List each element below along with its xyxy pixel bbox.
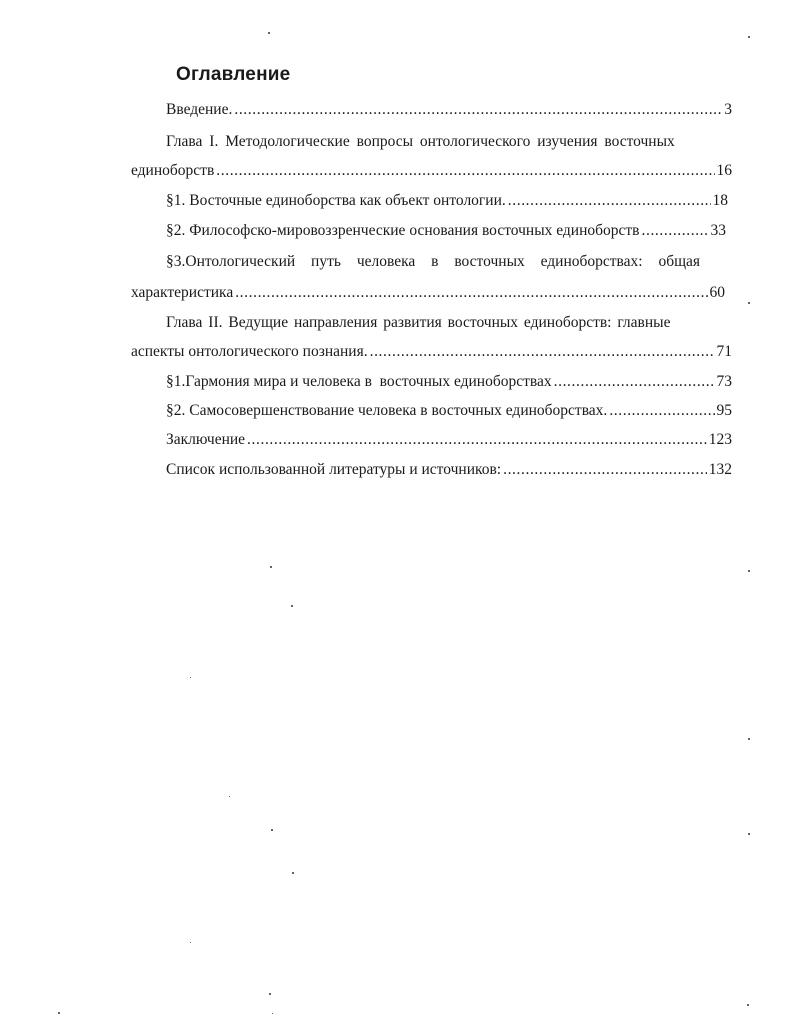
scan-speck — [190, 942, 191, 943]
toc-entry-text: Введение. — [166, 101, 233, 118]
toc-entry-text: единоборств — [131, 162, 215, 179]
toc-entry-section-2-1[interactable] — [166, 372, 732, 392]
page-title: Оглавление — [176, 64, 291, 85]
scan-speck — [747, 1004, 749, 1006]
toc-entry-chapter-1-line2[interactable] — [131, 161, 732, 181]
toc-page-number: 33 — [710, 222, 726, 239]
toc-page-number: 18 — [712, 192, 728, 209]
toc-entry-text: Глава II. Ведущие направления развития восточных единоборств: главные — [166, 314, 671, 331]
toc-entry-text: характеристика — [131, 284, 234, 301]
scan-speck — [190, 677, 191, 678]
toc-entry-section-1-1[interactable] — [166, 191, 728, 211]
toc-entry-text: §1. Восточные единоборства как объект онтологии. — [166, 192, 506, 209]
scan-speck — [748, 36, 750, 38]
toc-entry-introduction[interactable] — [166, 100, 732, 120]
toc-page-number: 3 — [724, 101, 732, 118]
scan-speck — [270, 566, 272, 568]
toc-entry-bibliography[interactable] — [166, 460, 732, 480]
dot-leader — [370, 342, 715, 362]
dot-leader — [216, 161, 714, 181]
scan-speck — [748, 570, 750, 572]
toc-entry-text: §1.Гармония мира и человека в восточных единоборствах — [166, 373, 552, 390]
toc-entry-text: Заключение — [166, 431, 246, 448]
dot-leader — [247, 430, 707, 450]
toc-entry-chapter-2-line2[interactable] — [131, 342, 732, 362]
dot-leader — [642, 221, 709, 241]
toc-entry-text: §2. Философско-мировоззренческие основания восточных единоборств — [166, 222, 640, 239]
toc-page-number: 16 — [716, 162, 732, 179]
scan-speck — [269, 993, 271, 995]
toc-page-number: 132 — [708, 461, 732, 478]
scan-speck — [271, 829, 273, 831]
toc-entry-section-1-3-line2[interactable] — [131, 283, 725, 303]
toc-entry-section-2-2[interactable] — [166, 401, 732, 421]
toc-entry-conclusion[interactable] — [166, 430, 732, 450]
toc-entry-chapter-1-line1[interactable] — [166, 132, 732, 152]
toc-entry-chapter-2-line1[interactable] — [166, 313, 732, 333]
scan-speck — [58, 1012, 60, 1014]
toc-entry-text: §3.Онтологический путь человека в восточных единоборствах: общая — [166, 253, 701, 270]
scan-speck — [268, 32, 270, 34]
toc-entry-text: Список использованной литературы и источников: — [166, 461, 502, 478]
toc-entry-text: §2. Самосовершенствование человека в восточных единоборствах. — [166, 402, 608, 419]
dot-leader — [554, 372, 715, 392]
dot-leader — [609, 401, 714, 421]
toc-entry-text: аспекты онтологического познания. — [131, 343, 368, 360]
scan-speck — [291, 605, 293, 607]
scan-speck — [748, 302, 750, 304]
scan-speck — [272, 1013, 273, 1014]
toc-page-number: 95 — [716, 402, 732, 419]
toc-page-number: 71 — [716, 343, 732, 360]
toc-page-number: 60 — [709, 284, 725, 301]
toc-page-number: 73 — [716, 373, 732, 390]
toc-entry-section-1-2[interactable] — [166, 221, 726, 241]
dot-leader — [503, 460, 707, 480]
toc-entry-section-1-3-line1[interactable] — [166, 252, 732, 272]
scan-speck — [748, 738, 750, 740]
scan-speck — [292, 872, 294, 874]
scan-speck — [229, 796, 230, 797]
dot-leader — [234, 100, 722, 120]
dot-leader — [508, 191, 711, 211]
toc-entry-text: Глава I. Методологические вопросы онтологического изучения восточных — [166, 133, 675, 150]
scan-speck — [748, 833, 750, 835]
dot-leader — [235, 283, 707, 303]
toc-page-number: 123 — [708, 431, 732, 448]
